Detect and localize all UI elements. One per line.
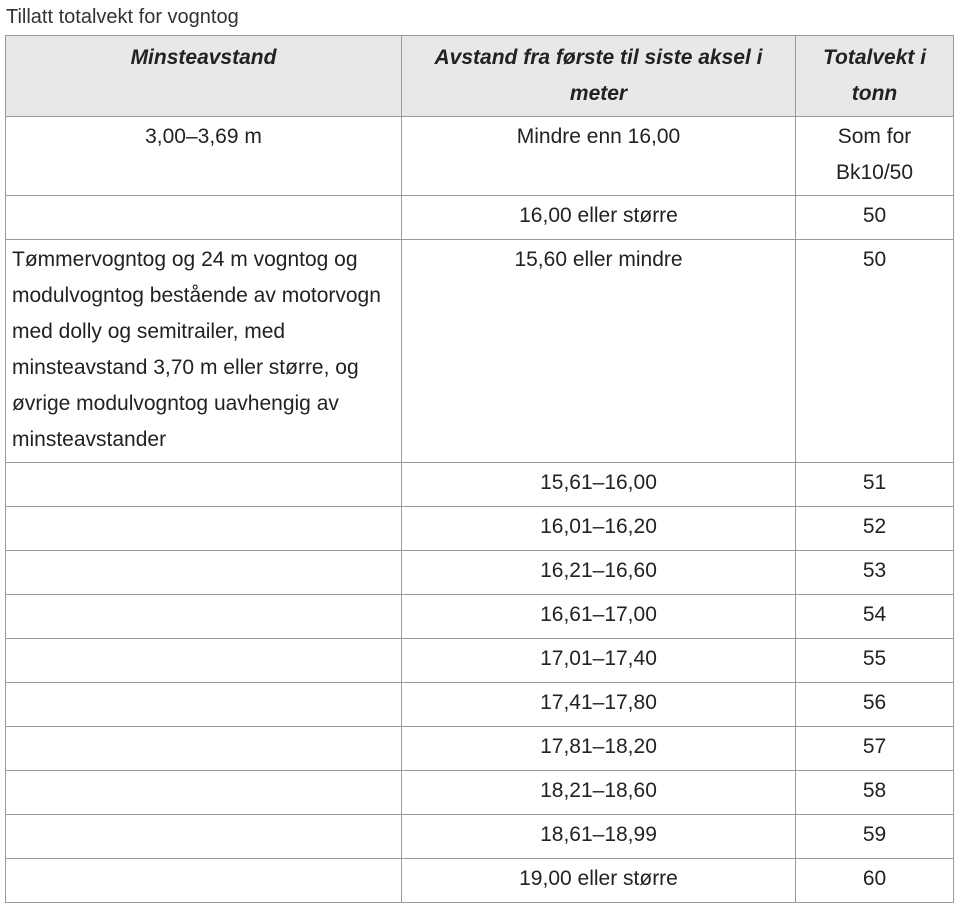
table-caption: Tillatt totalvekt for vogntog: [6, 6, 239, 28]
min-distance-cell: [6, 815, 402, 859]
min-distance-cell: 3,00–3,69 m: [6, 117, 402, 196]
axle-distance-cell: 19,00 eller større: [402, 859, 796, 903]
axle-distance-cell: 16,00 eller større: [402, 196, 796, 240]
axle-distance-cell: Mindre enn 16,00: [402, 117, 796, 196]
total-weight-cell: 52: [796, 507, 954, 551]
table-row: [6, 117, 954, 196]
table-row: [6, 595, 954, 639]
table-row: [6, 771, 954, 815]
axle-distance-cell: 17,01–17,40: [402, 639, 796, 683]
min-distance-cell: [6, 551, 402, 595]
table-row: [6, 859, 954, 903]
total-weight-cell: 50: [796, 196, 954, 240]
min-distance-cell: [6, 196, 402, 240]
total-weight-cell: 59: [796, 815, 954, 859]
total-weight-cell: 54: [796, 595, 954, 639]
table-row: [6, 639, 954, 683]
header-min-distance: Minsteavstand: [6, 36, 402, 117]
axle-distance-cell: 15,60 eller mindre: [402, 240, 796, 463]
header-axle-distance: Avstand fra første til siste aksel i meter: [402, 36, 796, 117]
min-distance-cell: Tømmervogntog og 24 m vogntog og modulvogntog bestående av motorvogn med dolly og semitrailer, med minsteavstand 3,70 m eller større, og øvrige modulvogntog uavhengig av minsteavstander: [6, 240, 402, 463]
axle-distance-cell: 18,61–18,99: [402, 815, 796, 859]
total-weight-cell: 57: [796, 727, 954, 771]
min-distance-cell: [6, 727, 402, 771]
table-row: [6, 196, 954, 240]
table-row: [6, 507, 954, 551]
total-weight-cell: 50: [796, 240, 954, 463]
total-weight-cell: 58: [796, 771, 954, 815]
header-total-weight: Totalvekt i tonn: [796, 36, 954, 117]
min-distance-cell: [6, 859, 402, 903]
axle-distance-cell: 15,61–16,00: [402, 463, 796, 507]
weight-table: [5, 35, 954, 903]
total-weight-cell: Som for Bk10/50: [796, 117, 954, 196]
total-weight-cell: 56: [796, 683, 954, 727]
table-row: [6, 683, 954, 727]
min-distance-cell: [6, 463, 402, 507]
axle-distance-cell: 16,21–16,60: [402, 551, 796, 595]
min-distance-cell: [6, 683, 402, 727]
axle-distance-cell: 17,81–18,20: [402, 727, 796, 771]
table-row: [6, 551, 954, 595]
min-distance-cell: [6, 507, 402, 551]
table-row: [6, 727, 954, 771]
table-row: [6, 463, 954, 507]
axle-distance-cell: 17,41–17,80: [402, 683, 796, 727]
min-distance-cell: [6, 639, 402, 683]
axle-distance-cell: 16,01–16,20: [402, 507, 796, 551]
table-row: [6, 240, 954, 463]
axle-distance-cell: 16,61–17,00: [402, 595, 796, 639]
total-weight-cell: 60: [796, 859, 954, 903]
total-weight-cell: 51: [796, 463, 954, 507]
total-weight-cell: 55: [796, 639, 954, 683]
total-weight-cell: 53: [796, 551, 954, 595]
axle-distance-cell: 18,21–18,60: [402, 771, 796, 815]
min-distance-cell: [6, 595, 402, 639]
table-row: [6, 815, 954, 859]
min-distance-cell: [6, 771, 402, 815]
table-header-row: [6, 36, 954, 117]
